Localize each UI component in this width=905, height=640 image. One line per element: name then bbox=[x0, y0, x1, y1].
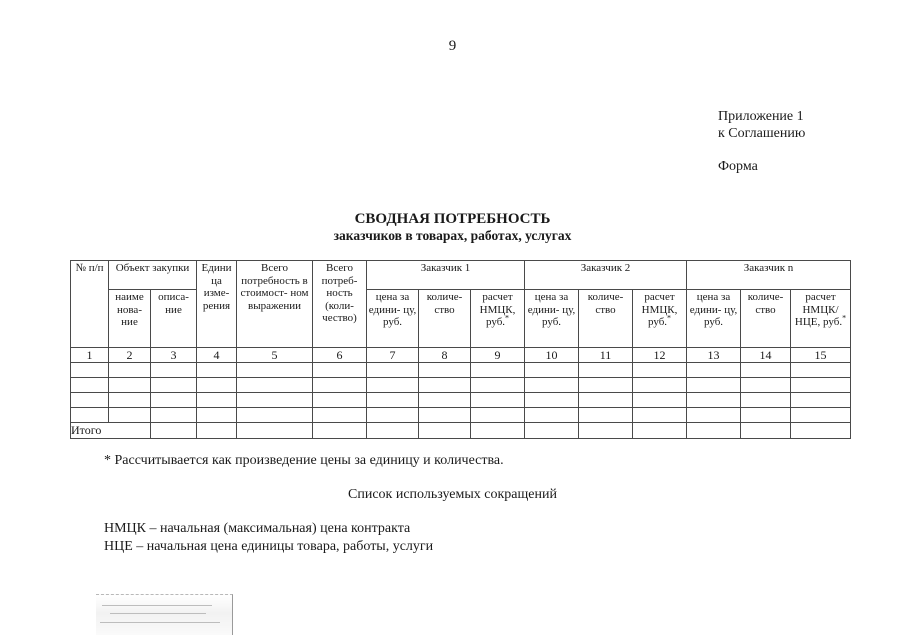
column-number: 3 bbox=[151, 348, 197, 363]
empty-cell bbox=[237, 408, 313, 423]
header-customer-n: Заказчик n bbox=[687, 261, 851, 290]
form-label: Форма bbox=[718, 159, 758, 174]
empty-cell bbox=[471, 378, 525, 393]
empty-cell bbox=[71, 378, 109, 393]
empty-cell bbox=[313, 363, 367, 378]
empty-cell bbox=[313, 408, 367, 423]
empty-cell bbox=[579, 408, 633, 423]
empty-cell bbox=[791, 378, 851, 393]
footnote-text: * Рассчитывается как произведение цены за единицу и количества. bbox=[104, 453, 504, 468]
footnote-marker: * bbox=[667, 313, 672, 323]
empty-cell bbox=[633, 363, 687, 378]
page-number: 9 bbox=[448, 38, 457, 54]
appendix-reference bbox=[718, 108, 805, 142]
empty-cell bbox=[313, 423, 367, 439]
empty-cell bbox=[197, 423, 237, 439]
abbreviation-item: НМЦК – начальная (максимальная) цена контракта bbox=[104, 521, 411, 536]
abbreviations-title: Список используемых сокращений bbox=[348, 487, 557, 502]
empty-cell bbox=[579, 423, 633, 439]
empty-cell bbox=[313, 393, 367, 408]
footnote-marker: * bbox=[505, 313, 510, 323]
empty-cell bbox=[237, 363, 313, 378]
header-c1-calc-text: расчет НМЦК, руб. bbox=[479, 291, 516, 328]
empty-cell bbox=[741, 393, 791, 408]
appendix-line-1: Приложение 1 bbox=[718, 109, 804, 124]
empty-data-row bbox=[71, 363, 851, 378]
header-total-qty: Всего потреб- ность (коли- чество) bbox=[313, 261, 367, 348]
empty-cell bbox=[109, 393, 151, 408]
empty-cell bbox=[741, 363, 791, 378]
header-object: Объект закупки bbox=[109, 261, 197, 290]
column-number: 4 bbox=[197, 348, 237, 363]
empty-cell bbox=[109, 408, 151, 423]
column-number: 15 bbox=[791, 348, 851, 363]
abbreviation-item: НЦЕ – начальная цена единицы товара, работы, услуги bbox=[104, 539, 434, 554]
header-c1-price: цена за едини- цу, руб. bbox=[367, 290, 419, 348]
empty-cell bbox=[367, 408, 419, 423]
header-customer-1: Заказчик 1 bbox=[367, 261, 525, 290]
empty-cell bbox=[633, 393, 687, 408]
empty-cell bbox=[741, 378, 791, 393]
column-number: 2 bbox=[109, 348, 151, 363]
empty-cell bbox=[525, 423, 579, 439]
header-cn-calc bbox=[791, 290, 851, 348]
column-number: 7 bbox=[367, 348, 419, 363]
stamp-mark bbox=[96, 594, 233, 635]
empty-cell bbox=[151, 393, 197, 408]
empty-cell bbox=[525, 393, 579, 408]
empty-cell bbox=[633, 378, 687, 393]
empty-cell bbox=[197, 378, 237, 393]
header-cn-calc-text: расчет НМЦК/ НЦЕ, руб. bbox=[794, 291, 843, 328]
empty-cell bbox=[367, 363, 419, 378]
empty-cell bbox=[471, 408, 525, 423]
column-number: 1 bbox=[71, 348, 109, 363]
empty-cell bbox=[109, 378, 151, 393]
column-number: 12 bbox=[633, 348, 687, 363]
header-row-1 bbox=[71, 261, 851, 290]
header-c2-price: цена за едини- цу, руб. bbox=[525, 290, 579, 348]
total-row bbox=[71, 423, 851, 439]
document-title: СВОДНАЯ ПОТРЕБНОСТЬ bbox=[354, 211, 551, 227]
empty-cell bbox=[791, 423, 851, 439]
header-unit: Едини ца изме- рения bbox=[197, 261, 237, 348]
empty-cell bbox=[471, 393, 525, 408]
column-number: 11 bbox=[579, 348, 633, 363]
column-number: 6 bbox=[313, 348, 367, 363]
empty-cell bbox=[197, 408, 237, 423]
column-number: 5 bbox=[237, 348, 313, 363]
empty-cell bbox=[71, 363, 109, 378]
empty-cell bbox=[237, 378, 313, 393]
column-number: 9 bbox=[471, 348, 525, 363]
empty-cell bbox=[525, 363, 579, 378]
empty-data-row bbox=[71, 378, 851, 393]
column-number: 8 bbox=[419, 348, 471, 363]
empty-cell bbox=[109, 363, 151, 378]
column-number-row bbox=[71, 348, 851, 363]
column-number: 14 bbox=[741, 348, 791, 363]
empty-cell bbox=[525, 378, 579, 393]
header-c2-calc-text: расчет НМЦК, руб. bbox=[641, 291, 678, 328]
header-c2-qty: количе- ство bbox=[579, 290, 633, 348]
empty-cell bbox=[151, 423, 197, 439]
empty-cell bbox=[71, 408, 109, 423]
empty-cell bbox=[791, 408, 851, 423]
empty-cell bbox=[741, 423, 791, 439]
empty-cell bbox=[579, 378, 633, 393]
empty-cell bbox=[367, 378, 419, 393]
empty-cell bbox=[791, 363, 851, 378]
abbreviations-list bbox=[104, 520, 433, 556]
header-cn-price: цена за едини- цу, руб. bbox=[687, 290, 741, 348]
empty-cell bbox=[633, 423, 687, 439]
empty-cell bbox=[687, 378, 741, 393]
empty-cell bbox=[367, 423, 419, 439]
column-number: 10 bbox=[525, 348, 579, 363]
empty-cell bbox=[419, 363, 471, 378]
header-object-description: описа- ние bbox=[151, 290, 197, 348]
total-label: Итого bbox=[71, 423, 151, 439]
header-customer-2: Заказчик 2 bbox=[525, 261, 687, 290]
empty-cell bbox=[197, 363, 237, 378]
empty-cell bbox=[687, 408, 741, 423]
empty-cell bbox=[237, 423, 313, 439]
empty-cell bbox=[419, 393, 471, 408]
empty-cell bbox=[419, 423, 471, 439]
empty-data-row bbox=[71, 408, 851, 423]
header-total-cost: Всего потребность в стоимост- ном выражении bbox=[237, 261, 313, 348]
header-num: № п/п bbox=[71, 261, 109, 348]
header-c1-qty: количе- ство bbox=[419, 290, 471, 348]
empty-cell bbox=[579, 393, 633, 408]
empty-cell bbox=[151, 378, 197, 393]
empty-cell bbox=[151, 363, 197, 378]
empty-cell bbox=[791, 393, 851, 408]
header-row-2 bbox=[71, 290, 851, 348]
empty-cell bbox=[419, 378, 471, 393]
empty-cell bbox=[525, 408, 579, 423]
empty-cell bbox=[197, 393, 237, 408]
empty-cell bbox=[687, 363, 741, 378]
empty-cell bbox=[687, 423, 741, 439]
footnote-marker: * bbox=[842, 313, 847, 323]
summary-table bbox=[70, 260, 851, 439]
empty-cell bbox=[313, 378, 367, 393]
empty-cell bbox=[237, 393, 313, 408]
header-cn-qty: количе- ство bbox=[741, 290, 791, 348]
empty-cell bbox=[471, 423, 525, 439]
empty-cell bbox=[687, 393, 741, 408]
empty-cell bbox=[71, 393, 109, 408]
empty-data-row bbox=[71, 393, 851, 408]
header-c1-calc bbox=[471, 290, 525, 348]
header-object-name: наиме нова- ние bbox=[109, 290, 151, 348]
document-subtitle: заказчиков в товарах, работах, услугах bbox=[333, 228, 572, 243]
empty-cell bbox=[579, 363, 633, 378]
empty-cell bbox=[633, 408, 687, 423]
column-number: 13 bbox=[687, 348, 741, 363]
empty-cell bbox=[419, 408, 471, 423]
empty-cell bbox=[741, 408, 791, 423]
header-c2-calc bbox=[633, 290, 687, 348]
appendix-line-2: к Соглашению bbox=[718, 126, 806, 141]
empty-cell bbox=[367, 393, 419, 408]
empty-cell bbox=[151, 408, 197, 423]
empty-cell bbox=[471, 363, 525, 378]
